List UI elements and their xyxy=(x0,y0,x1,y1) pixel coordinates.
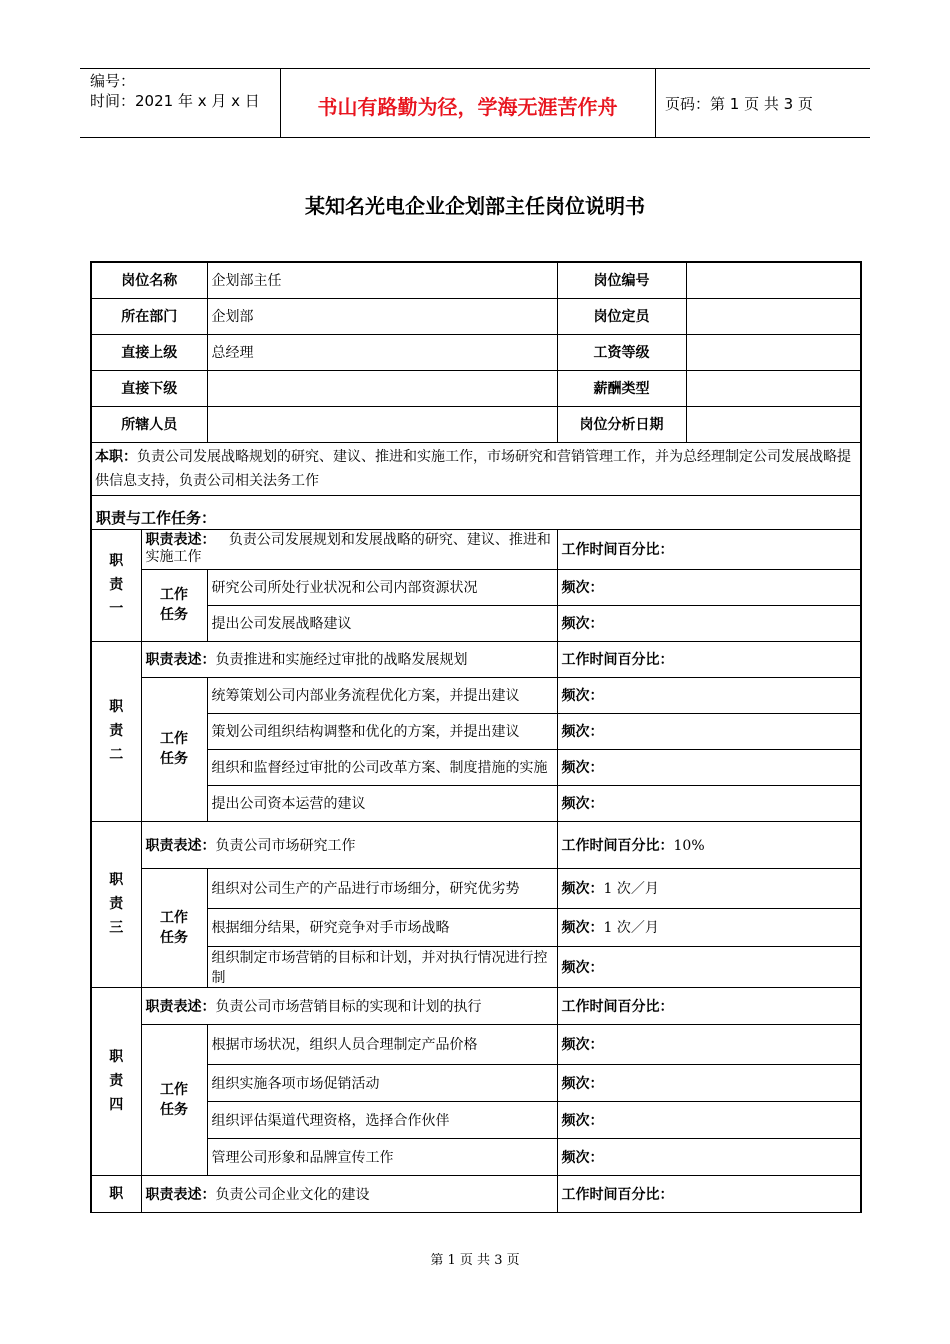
task-row xyxy=(91,1138,861,1175)
time-pct-label: 工作时间百分比： xyxy=(561,1186,674,1203)
task-row xyxy=(91,749,861,785)
task-label-line: 任务 xyxy=(160,751,188,767)
freq-label: 频次： xyxy=(561,1075,604,1092)
time-pct-label: 工作时间百分比： xyxy=(561,542,674,558)
freq-label: 频次： xyxy=(561,688,604,704)
task-label-line: 工作 xyxy=(160,909,188,926)
duty-time-pct xyxy=(557,1175,861,1212)
duty-name-char: 职 xyxy=(109,553,124,569)
duty-name xyxy=(91,529,141,641)
freq-label: 频次： xyxy=(561,724,604,740)
duty-desc-text: 负责公司企业文化的建设 xyxy=(215,1186,370,1203)
basic-label: 工资等级 xyxy=(557,334,686,370)
duty-name-char: 职 xyxy=(109,1049,124,1065)
basic-row xyxy=(91,298,861,334)
task-label xyxy=(141,569,207,641)
task-freq xyxy=(557,1101,861,1138)
basic-label: 薪酬类型 xyxy=(557,370,686,406)
task-text: 组织评估渠道代理资格，选择合作伙伴 xyxy=(207,1101,557,1138)
task-text: 统筹策划公司内部业务流程优化方案，并提出建议 xyxy=(207,677,557,713)
job-description-table xyxy=(90,261,862,1213)
time-pct-value: 10% xyxy=(673,837,705,854)
basic-value xyxy=(686,334,861,370)
basic-value: 总经理 xyxy=(207,334,557,370)
duty-name xyxy=(91,821,141,987)
header-page-info: 页码：第 1 页 共 3 页 xyxy=(665,95,813,113)
task-row xyxy=(91,785,861,821)
basic-value xyxy=(686,262,861,298)
duty-summary-label: 本职： xyxy=(95,448,137,465)
task-row xyxy=(91,1064,861,1101)
task-freq xyxy=(557,946,861,987)
duty-desc xyxy=(141,987,557,1024)
task-text: 提出公司发展战略建议 xyxy=(207,605,557,641)
duty-desc-row xyxy=(91,821,861,868)
duty-desc-text: 负责公司市场研究工作 xyxy=(215,837,356,854)
duty-desc-text: 负责公司发展规划和发展战略的研究、建议、推进和实施工作 xyxy=(145,532,551,565)
task-label-line: 任务 xyxy=(160,607,188,623)
task-freq xyxy=(557,1024,861,1064)
task-text: 管理公司形象和品牌宣传工作 xyxy=(207,1138,557,1175)
task-text: 组织实施各项市场促销活动 xyxy=(207,1064,557,1101)
duty-name-char: 二 xyxy=(109,747,124,763)
task-row xyxy=(91,677,861,713)
basic-value: 企划部主任 xyxy=(207,262,557,298)
basic-label: 岗位编号 xyxy=(557,262,686,298)
basic-label: 直接下级 xyxy=(91,370,207,406)
duty-name-char: 一 xyxy=(109,601,124,617)
task-text: 组织对公司生产的产品进行市场细分，研究优劣势 xyxy=(207,868,557,908)
basic-value xyxy=(207,370,557,406)
task-text: 策划公司组织结构调整和优化的方案，并提出建议 xyxy=(207,713,557,749)
duty-desc-row xyxy=(91,529,861,569)
duty-name xyxy=(91,641,141,821)
basic-row xyxy=(91,262,861,298)
freq-label: 频次： xyxy=(561,796,604,812)
freq-label: 频次： xyxy=(561,580,604,596)
basic-label: 所在部门 xyxy=(91,298,207,334)
header-time-label: 时间：2021 年 x 月 x 日 xyxy=(90,92,260,110)
task-freq xyxy=(557,908,861,946)
task-text: 根据细分结果，研究竞争对手市场战略 xyxy=(207,908,557,946)
freq-value: 1 次／月 xyxy=(603,920,659,936)
time-pct-label: 工作时间百分比： xyxy=(561,652,674,668)
duty-desc-row xyxy=(91,641,861,677)
header-divider xyxy=(655,69,656,137)
basic-label: 岗位名称 xyxy=(91,262,207,298)
task-row xyxy=(91,868,861,908)
task-label-line: 任务 xyxy=(160,929,188,946)
task-label xyxy=(141,868,207,987)
duty-name-char: 责 xyxy=(109,577,124,593)
task-row xyxy=(91,1101,861,1138)
task-label-line: 工作 xyxy=(160,1081,188,1098)
freq-value: 1 次／月 xyxy=(603,881,659,897)
freq-label: 频次： xyxy=(561,616,604,632)
duty-time-pct xyxy=(557,821,861,868)
document-title: 某知名光电企业企划部主任岗位说明书 xyxy=(305,194,645,218)
duty-desc-text: 负责推进和实施经过审批的战略发展规划 xyxy=(215,652,468,668)
duty-name-char: 责 xyxy=(109,1073,124,1089)
basic-label: 直接上级 xyxy=(91,334,207,370)
task-label-line: 工作 xyxy=(160,587,188,603)
duty-name-char: 职 xyxy=(109,872,124,888)
header-number-label: 编号： xyxy=(90,72,136,90)
duty-desc-label: 职责表述： xyxy=(145,998,216,1015)
duty-desc xyxy=(141,821,557,868)
duty-desc-row xyxy=(91,1175,861,1212)
task-freq xyxy=(557,749,861,785)
duty-desc-text: 负责公司市场营销目标的实现和计划的执行 xyxy=(215,998,482,1015)
basic-value xyxy=(686,406,861,442)
duty-time-pct xyxy=(557,641,861,677)
task-row xyxy=(91,713,861,749)
basic-row xyxy=(91,370,861,406)
duty-summary-text: 负责公司发展战略规划的研究、建议、推进和实施工作，市场研究和营销管理工作，并为总经理制定公司发展战略提供信息支持，负责公司相关法务工作 xyxy=(95,448,851,489)
task-row xyxy=(91,946,861,987)
duty-name-char: 四 xyxy=(109,1097,124,1113)
task-row xyxy=(91,1024,861,1064)
task-label-line: 工作 xyxy=(160,731,188,747)
task-freq xyxy=(557,605,861,641)
task-freq xyxy=(557,569,861,605)
duty-desc xyxy=(141,529,557,569)
duty-name-char: 责 xyxy=(109,896,124,912)
duty-name-char: 职 xyxy=(109,1185,124,1202)
basic-value: 企划部 xyxy=(207,298,557,334)
time-pct-label: 工作时间百分比： xyxy=(561,837,674,854)
task-label xyxy=(141,677,207,821)
task-freq xyxy=(557,785,861,821)
basic-value xyxy=(686,370,861,406)
duty-desc-label: 职责表述： xyxy=(145,532,216,548)
duty-name xyxy=(91,987,141,1175)
task-freq xyxy=(557,1138,861,1175)
duty-name-char: 责 xyxy=(109,723,124,739)
task-label xyxy=(141,1024,207,1175)
duties-title: 职责与工作任务： xyxy=(91,495,861,529)
duty-desc-label: 职责表述： xyxy=(145,1186,216,1203)
task-text: 组织和监督经过审批的公司改革方案、制度措施的实施 xyxy=(207,749,557,785)
task-freq xyxy=(557,868,861,908)
basic-row xyxy=(91,334,861,370)
basic-label: 所辖人员 xyxy=(91,406,207,442)
basic-value xyxy=(686,298,861,334)
duty-desc xyxy=(141,641,557,677)
task-freq xyxy=(557,677,861,713)
duty-name-char: 三 xyxy=(109,920,124,936)
duty-name-char: 职 xyxy=(109,699,124,715)
task-text: 提出公司资本运营的建议 xyxy=(207,785,557,821)
task-text: 组织制定市场营销的目标和计划，并对执行情况进行控制 xyxy=(207,946,557,987)
duty-name xyxy=(91,1175,141,1212)
task-text: 研究公司所处行业状况和公司内部资源状况 xyxy=(207,569,557,605)
duty-summary-cell xyxy=(91,442,861,495)
freq-label: 频次： xyxy=(561,760,604,776)
duties-title-row xyxy=(91,495,861,529)
freq-label: 频次： xyxy=(561,959,604,976)
task-row xyxy=(91,908,861,946)
freq-label: 频次： xyxy=(561,920,604,936)
basic-label: 岗位分析日期 xyxy=(557,406,686,442)
freq-label: 频次： xyxy=(561,1112,604,1129)
freq-label: 频次： xyxy=(561,881,604,897)
freq-label: 频次： xyxy=(561,1037,604,1053)
duty-time-pct xyxy=(557,987,861,1024)
task-row xyxy=(91,605,861,641)
page-header xyxy=(80,68,870,138)
page-footer: 第 1 页 共 3 页 xyxy=(430,1253,520,1268)
duty-desc-label: 职责表述： xyxy=(145,837,216,854)
duty-summary-row xyxy=(91,442,861,495)
basic-row xyxy=(91,406,861,442)
basic-label: 岗位定员 xyxy=(557,298,686,334)
task-row xyxy=(91,569,861,605)
duty-desc-label: 职责表述： xyxy=(145,652,216,668)
duty-desc-row xyxy=(91,987,861,1024)
task-label-line: 任务 xyxy=(160,1101,188,1118)
time-pct-label: 工作时间百分比： xyxy=(561,998,674,1015)
header-meta xyxy=(90,71,260,111)
task-freq xyxy=(557,1064,861,1101)
duty-desc xyxy=(141,1175,557,1212)
basic-value xyxy=(207,406,557,442)
header-motto: 书山有路勤为径，学海无涯苦作舟 xyxy=(317,95,618,119)
duty-time-pct xyxy=(557,529,861,569)
freq-label: 频次： xyxy=(561,1149,604,1166)
task-freq xyxy=(557,713,861,749)
task-text: 根据市场状况，组织人员合理制定产品价格 xyxy=(207,1024,557,1064)
